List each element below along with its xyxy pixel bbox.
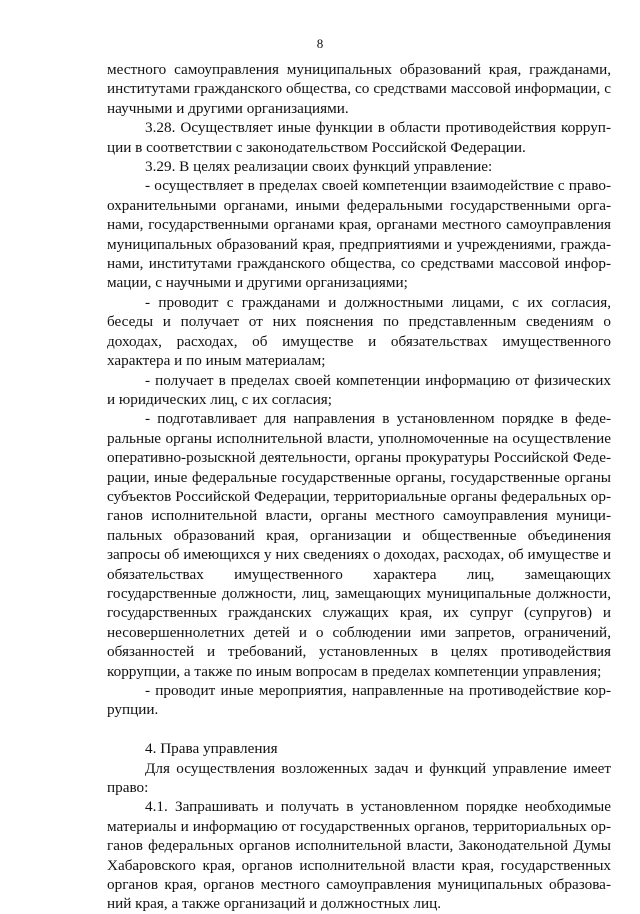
paragraph-rights-intro: Для осуществления возложенных задач и функций управление имеет право: [107,759,611,797]
list-item-requests: - подготавливает для направления в установленном порядке в федеральные органы исполнительной власти, уполномоченные на осуществление оперативно-розыскной деятельности, органы прокуратуры Российской Федерации, иные федеральные государственные органы, государственные органы субъектов Российской Федерации, территориальные органы федеральных органов исполнительной власти, органы местного самоуправления муниципальных образований края, организации и общественные объединения запросы об имеющихся у них сведениях о доходах, расходах, об имуществе и обязательствах имущественного характера лиц, замещающих государственные должности, лиц, замещающих муниципальные должности, государственных гражданских служащих края, их супруг (супругов) и несовершеннолетних детей и о соблюдении ими запретов, ограничений, обязанностей и требований, установленных в целях противодействия коррупции, а также по иным вопросам в пределах компетенции управления; [107,410,611,680]
paragraph-3-28: 3.28. Осуществляет иные функции в области противодействия коррупции в соответствии с законодательством Российской Федерации. [107,119,611,156]
list-item-conversations: - проводит с гражданами и должностными лицами, с их согласия, беседы и получает от них пояснения по представленным сведениям о доходах, расходах, об имуществе и обязательствах имущественного характера и по иным материалам; [107,293,611,370]
list-item-information: - получает в пределах своей компетенции информацию от физических и юридических лиц, с их согласия; [107,371,611,408]
paragraph-3-29: 3.29. В целях реализации своих функций управление: [145,158,493,176]
paragraph-4-1: 4.1. Запрашивать и получать в установленном порядке необходимые материалы и информацию от государственных органов, территориальных органов федеральных органов исполнительной власти, Законодательной Думы Хабаровского края, органов исполнительной власти края, государственных органов края, органов местного самоуправления муниципальных образований края, а также организаций и должностных лиц. [107,798,611,913]
list-item-other-measures: - проводит иные мероприятия, направленные на противодействие коррупции. [107,682,611,719]
document-body [107,60,611,914]
section-heading-rights: 4. Права управления [145,740,278,758]
paragraph-continuation: местного самоуправления муниципальных образований края, гражданами, институтами гражданского общества, со средствами массовой информации, с научными и другими организациями. [107,61,611,117]
list-item-interaction: - осуществляет в пределах своей компетенции взаимодействие с правоохранительными органами, иными федеральными государственными органами, государственными органами края, органами местного самоуправления муниципальных образований края, предприятиями и учреждениями, гражданами, институтами гражданского общества, со средствами массовой информации, с научными и другими организациями; [107,177,611,292]
page-number: 8 [316,36,324,51]
